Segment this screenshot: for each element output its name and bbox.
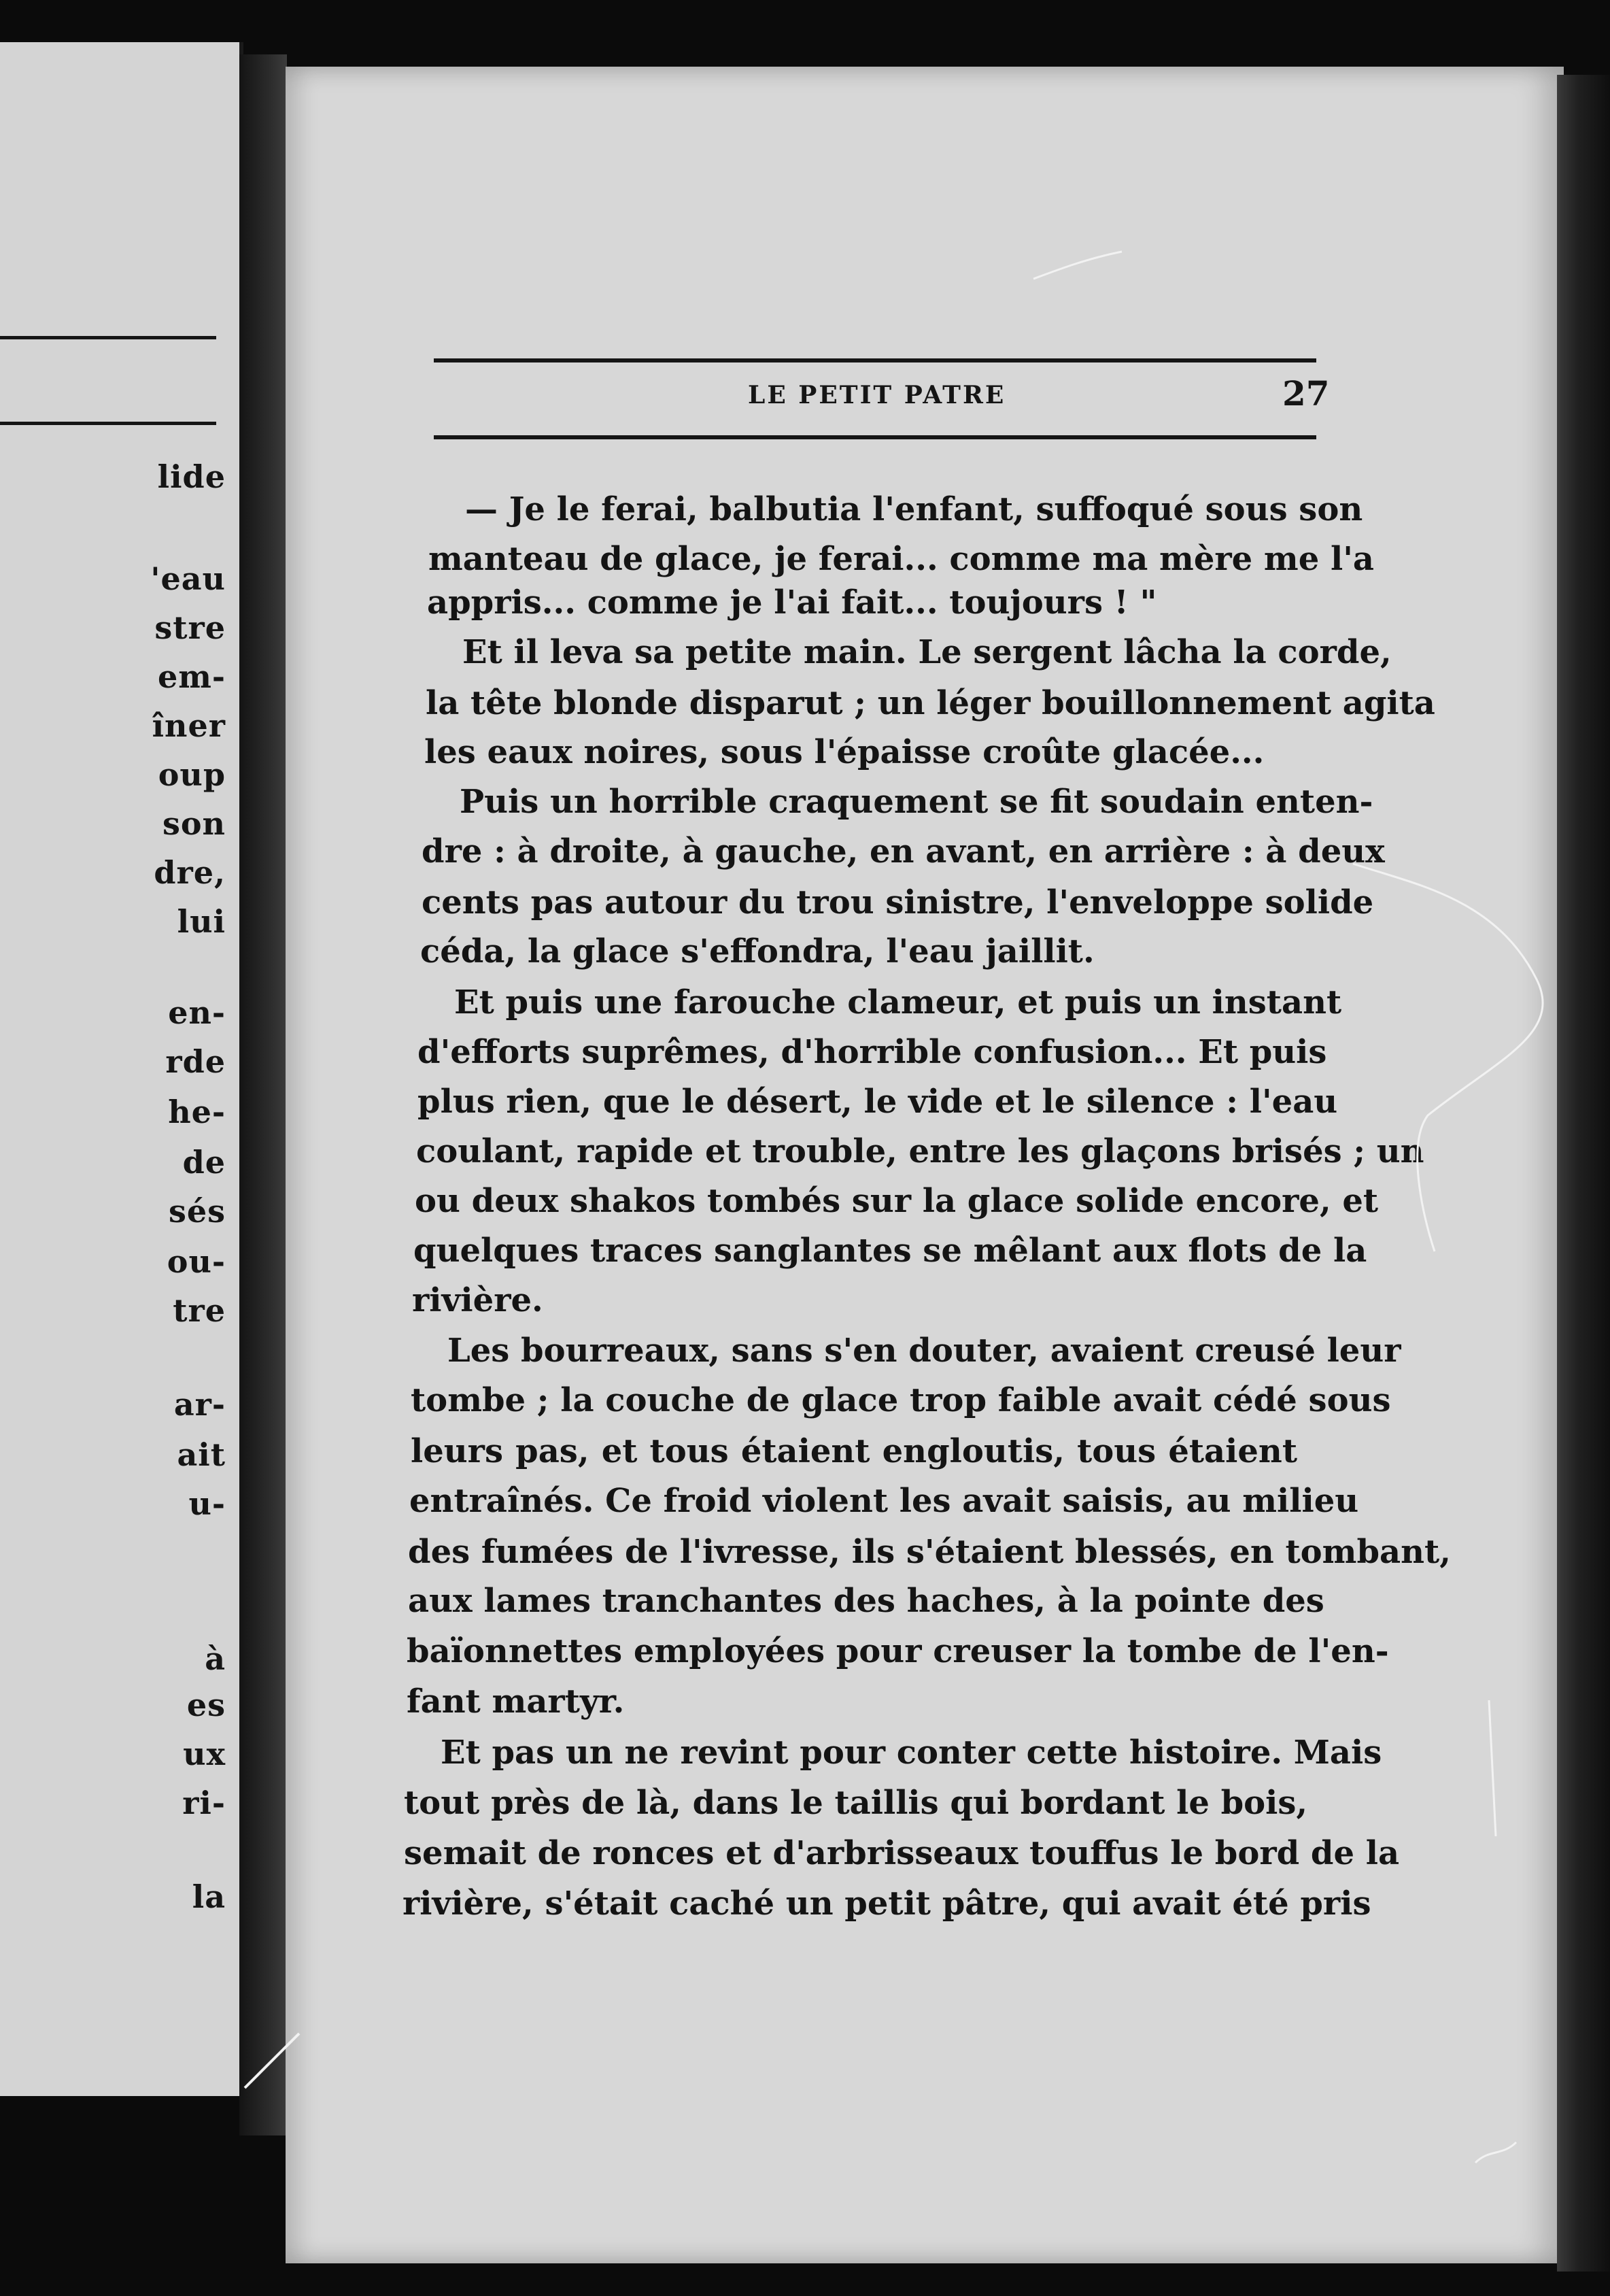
left-fragment: sés (168, 1193, 226, 1230)
text-line: rivière. (412, 1281, 543, 1319)
left-fragment: ou- (167, 1243, 226, 1280)
left-fragment: ar- (173, 1386, 226, 1423)
scratch-mark (1033, 252, 1122, 279)
left-fragment: 'eau (150, 560, 226, 597)
text-line: plus rien, que le désert, le vide et le silence : l'eau (417, 1083, 1338, 1121)
text-line: rivière, s'était caché un petit pâtre, qui avait été pris (402, 1885, 1371, 1923)
text-line: les eaux noires, sous l'épaisse croûte glacée... (424, 733, 1265, 771)
text-line: semait de ronces et d'arbrisseaux touffus le bord de la (404, 1834, 1400, 1872)
left-fragment: la (192, 1878, 226, 1915)
left-fragment: lide (157, 458, 226, 495)
scratch-mark (1475, 2142, 1516, 2163)
text-line: entraînés. Ce froid violent les avait saisis, au milieu (409, 1482, 1359, 1520)
text-line: Les bourreaux, sans s'en douter, avaient creusé leur (447, 1332, 1401, 1370)
left-fragment: u- (188, 1485, 226, 1522)
page-number: 27 (1282, 373, 1330, 413)
text-line: manteau de glace, je ferai... comme ma mère me l'a (428, 540, 1374, 578)
left-fragment: oup (158, 756, 226, 793)
text-line: quelques traces sanglantes se mêlant aux flots de la (413, 1232, 1367, 1270)
text-line: fant martyr. (407, 1683, 625, 1721)
left-fragment: lui (177, 903, 226, 940)
text-line: appris... comme je l'ai fait... toujours ! " (427, 584, 1157, 622)
text-line: coulant, rapide et trouble, entre les glaçons brisés ; un (416, 1132, 1424, 1170)
left-fragment: ait (177, 1436, 226, 1473)
text-line: céda, la glace s'effondra, l'eau jaillit. (420, 932, 1095, 970)
text-line: leurs pas, et tous étaient engloutis, tous étaient (411, 1432, 1297, 1470)
text-line: la tête blonde disparut ; un léger bouillonnement agita (426, 684, 1435, 722)
scratch-mark (1353, 864, 1543, 1251)
scratch-mark (1489, 1700, 1496, 1836)
text-line: tombe ; la couche de glace trop faible avait cédé sous (411, 1381, 1391, 1419)
text-line: aux lames tranchantes des haches, à la pointe des (408, 1582, 1324, 1620)
left-fragment: rde (165, 1043, 226, 1080)
text-line: — Je le ferai, balbutia l'enfant, suffoqué sous son (465, 490, 1363, 528)
text-line: Puis un horrible craquement se fit soudain enten- (460, 783, 1373, 821)
text-line: Et puis une farouche clameur, et puis un instant (454, 983, 1342, 1022)
left-fragment: tre (173, 1292, 226, 1329)
left-fragment: em- (157, 658, 226, 695)
text-line: Et pas un ne revint pour conter cette histoire. Mais (441, 1734, 1382, 1772)
left-fragment: son (162, 805, 226, 842)
text-line: d'efforts suprêmes, d'horrible confusion... Et puis (417, 1033, 1327, 1071)
left-fragment: es (186, 1687, 226, 1723)
text-line: tout près de là, dans le taillis qui bordant le bois, (404, 1784, 1308, 1822)
left-fragment: en- (168, 994, 226, 1031)
left-fragment: stre (154, 609, 226, 646)
text-line: cents pas autour du trou sinistre, l'enveloppe solide (422, 883, 1374, 922)
left-fragment: he- (168, 1094, 226, 1130)
left-fragment: ri- (182, 1785, 226, 1821)
text-line: Et il leva sa petite main. Le sergent lâcha la corde, (462, 633, 1392, 671)
text-line: baïonnettes employées pour creuser la tombe de l'en- (407, 1632, 1389, 1670)
running-head: LE PETIT PATRE (748, 381, 1006, 409)
left-fragment: dre, (154, 854, 226, 891)
text-line: ou deux shakos tombés sur la glace solide encore, et (415, 1182, 1379, 1220)
left-fragment: ux (183, 1736, 226, 1772)
left-fragment: à (205, 1640, 226, 1677)
text-line: dre : à droite, à gauche, en avant, en arrière : à deux (422, 832, 1385, 871)
left-fragment: de (182, 1144, 226, 1181)
text-line: des fumées de l'ivresse, ils s'étaient blessés, en tombant, (408, 1533, 1451, 1571)
left-fragment: îner (152, 707, 226, 744)
scratch-mark (245, 2033, 299, 2088)
